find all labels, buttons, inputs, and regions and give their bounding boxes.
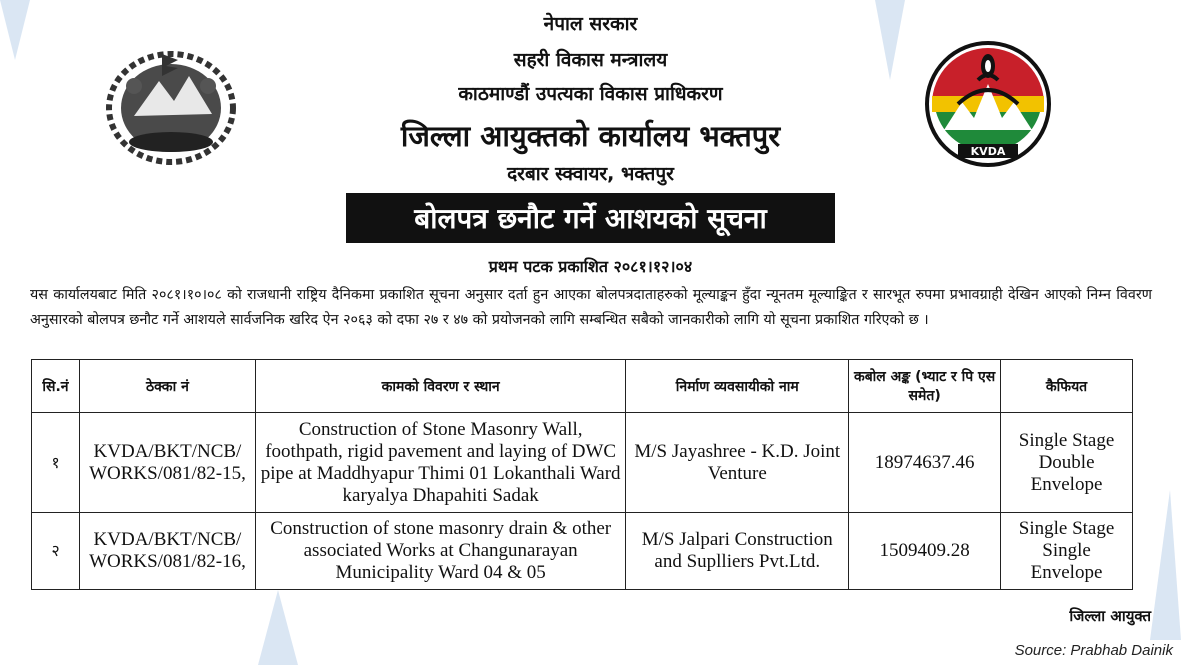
publication-date: प्रथम पटक प्रकाशित २०८१।१२।०४ [488, 257, 693, 276]
notice-paragraph: यस कार्यालयबाट मिति २०८१।१०।०८ को राजधानी राष्ट्रिय दैनिकमा प्रकाशित सूचना अनुसार दर्ता हुन आएका बोलपत्रदाताहरुको मूल्याङ्कन हुँदा न्यूनतम मूल्याङ्कित र सारभूत रुपमा प्रभावग्राही देखिन आएको निम्न विवरण अनुसारको बोलपत्र छनौट गर्ने आशयले सार्वजनिक खरिद ऐन २०६३ को दफा २७ र ४७ को प्रयोजनको लागि सम्बन्धित सबैको जानकारीको लागि यो सूचना प्रकाशित गरिएको छ । [30, 287, 1152, 328]
col-header-remarks: कैफियत [1001, 360, 1133, 413]
table-row [32, 413, 1133, 513]
signature: जिल्ला आयुक्त [1069, 607, 1151, 625]
cell-description: Construction of stone masonry drain & other associated Works at Changunarayan Municipality Ward 04 & 05 [255, 513, 625, 590]
cell-amount: 18974637.46 [849, 413, 1001, 513]
cell-remarks: Single Stage Double Envelope [1001, 413, 1133, 513]
kvda-logo-text: KVDA [970, 145, 1006, 158]
header-office: जिल्ला आयुक्तको कार्यालय भक्तपुर [400, 119, 781, 153]
cell-remarks: Single Stage Single Envelope [1001, 513, 1133, 590]
table-row [32, 513, 1133, 590]
notice-title: बोलपत्र छनौट गर्ने आशयको सूचना [346, 193, 835, 243]
bid-table [31, 359, 1133, 590]
cell-amount: 1509409.28 [849, 513, 1001, 590]
watermark-chevron-icon [1150, 490, 1181, 640]
cell-description: Construction of Stone Masonry Wall, foothpath, rigid pavement and laying of DWC pipe at Maddhyapur Thimi 01 Lokanthali Ward karyalya Dhapahiti Sadak [255, 413, 625, 513]
col-header-sn: सि.नं [32, 360, 80, 413]
header-address: दरबार स्क्वायर, भक्तपुर [507, 163, 674, 185]
header-ministry: सहरी विकास मन्त्रालय [513, 49, 668, 71]
col-header-contract: ठेक्का नं [79, 360, 255, 413]
header-authority: काठमाण्डौं उपत्यका विकास प्राधिकरण [458, 83, 723, 105]
col-header-amount: कबोल अङ्क (भ्याट र पि एस समेत) [849, 360, 1001, 413]
cell-sn: २ [32, 513, 80, 590]
cell-contract: KVDA/BKT/NCB/ WORKS/081/82-16, [79, 513, 255, 590]
table-header-row [32, 360, 1133, 413]
col-header-description: कामको विवरण र स्थान [255, 360, 625, 413]
watermark-chevron-icon [258, 590, 298, 665]
cell-contractor: M/S Jayashree - K.D. Joint Venture [626, 413, 849, 513]
cell-contract: KVDA/BKT/NCB/ WORKS/081/82-15, [79, 413, 255, 513]
col-header-contractor: निर्माण व्यवसायीको नाम [626, 360, 849, 413]
header-government: नेपाल सरकार [543, 13, 638, 35]
source-credit: Source: Prabhab Dainik [1014, 642, 1173, 659]
cell-sn: १ [32, 413, 80, 513]
cell-contractor: M/S Jalpari Construction and Suplliers Pvt.Ltd. [626, 513, 849, 590]
